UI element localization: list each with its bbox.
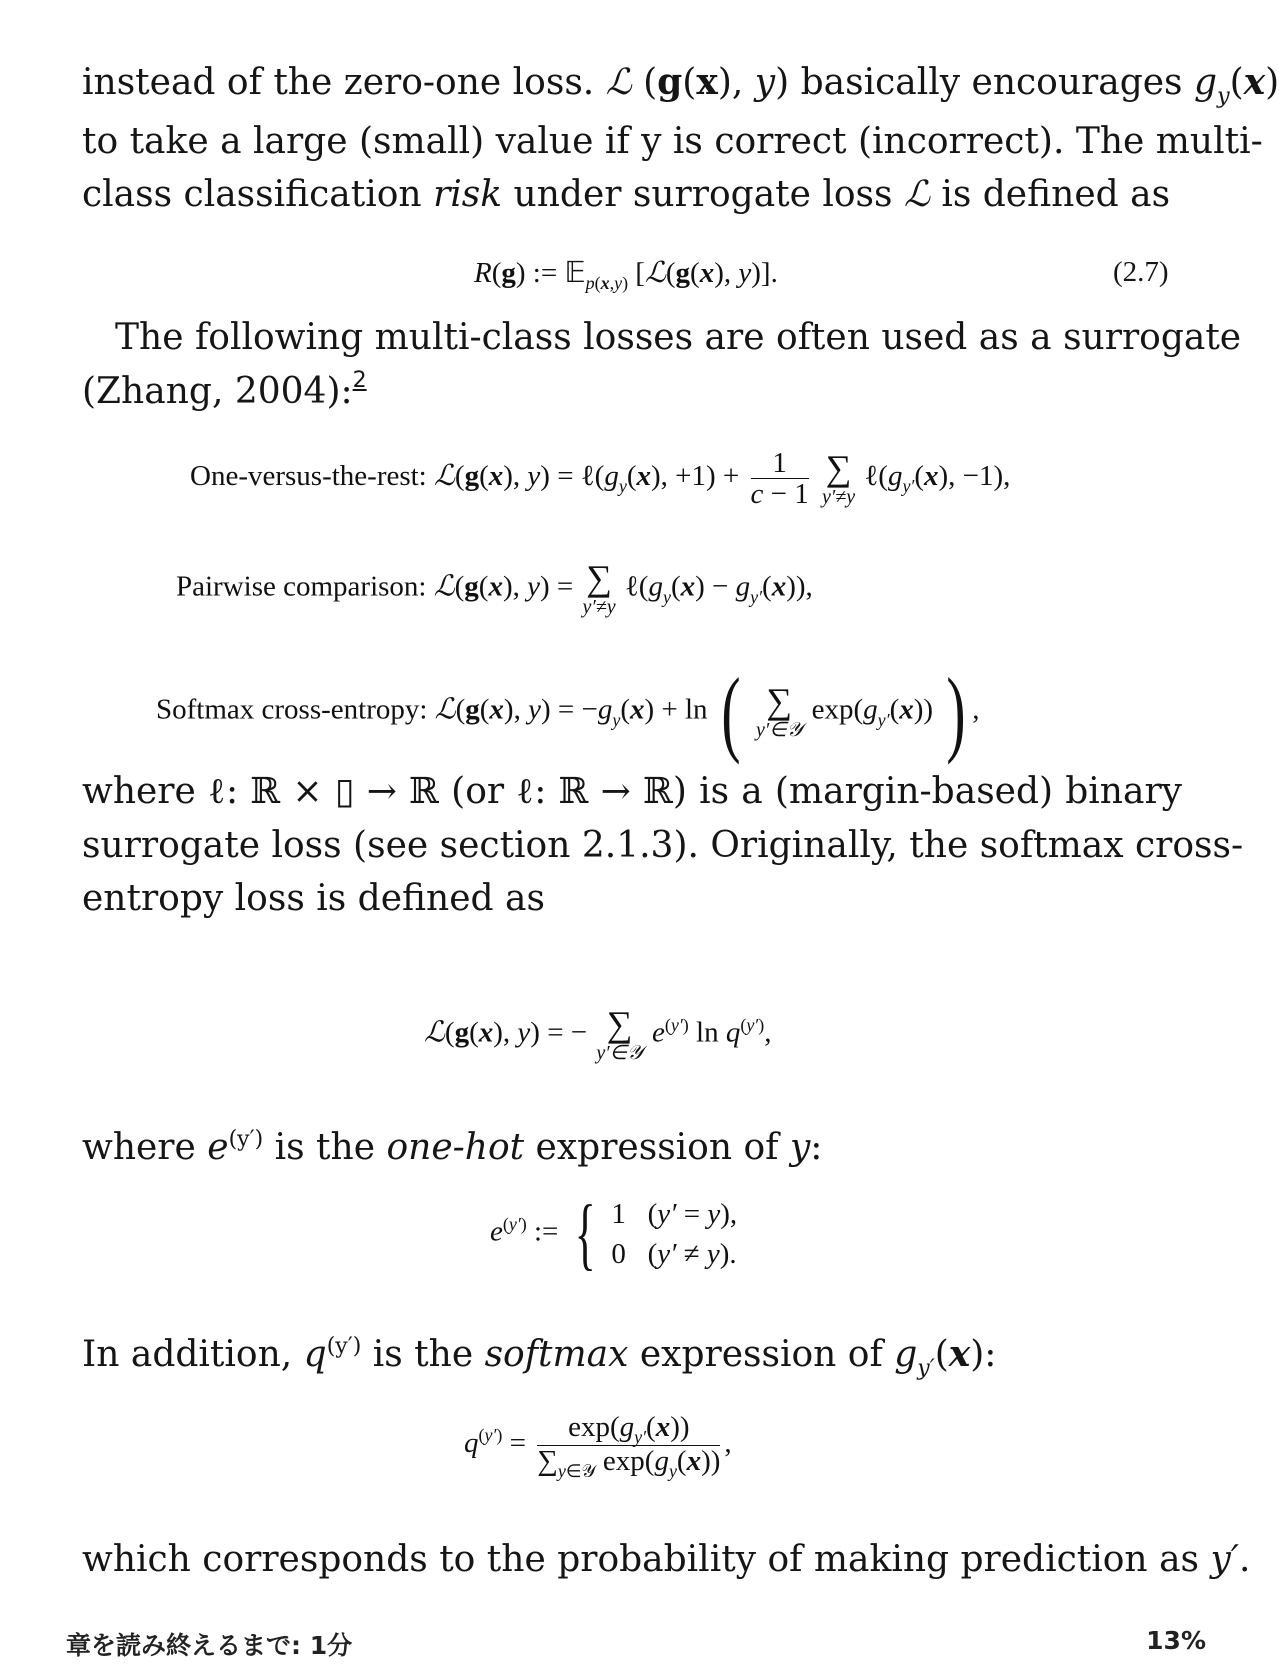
paragraph-line: surrogate loss (see section 2.1.3). Originally, the softmax cross- <box>82 825 1244 866</box>
sum-symbol: ∑ y′∈𝒴 <box>596 1004 643 1064</box>
paragraph-line: class classification risk under surrogate loss ℒ is defined as <box>82 174 1171 215</box>
softmax-equation: $q^{(y')}$ = $\frac{\exp(g_{y'}(x))}{\sum_{y\in 𝒴} \exp(g_y(x))}$ , <box>464 1411 732 1482</box>
pairwise-loss-equation: Pairwise comparison: ℒ(g(x), y) = ∑ y′≠y $\ell(g_y(x) - g_{y'}(x))$, <box>176 558 813 618</box>
risk-equation: R(g) := 𝔼$_{p(x,y)}$ [ℒ(g(x), y)]. <box>474 255 778 294</box>
cases-block: 1 (y′ = y), 0 (y′ ≠ y). <box>611 1198 738 1270</box>
softmax-loss-equation: Softmax cross-entropy: ℒ(g(x), $y) = -g_y(x) + \ln$ ( ∑ y′∈𝒴 $\exp(g_{y'}(x))$ ) , <box>156 658 980 765</box>
cross-entropy-equation: ℒ(g(x), y) = − ∑ y′∈𝒴 $e^{(y')}$ $\ln q^{(y')}$, <box>424 1004 772 1064</box>
paragraph-line: where ℓ: ℝ × ▯ → ℝ (or ℓ: ℝ → ℝ) is a (margin-based) binary <box>82 771 1182 812</box>
ovr-loss-equation: One-versus-the-rest: ℒ(g(x), $y) = \ell(g_y(x)$, +1) + $\frac{1}{c - 1}$ ∑ y′≠y $\ell(g_{y'}(x)$, −1), <box>190 447 1011 510</box>
paragraph-line: instead of the zero-one loss. ℒ (g(x), y) basically encourages $g_y(x)$ <box>82 61 1279 109</box>
fraction: $\frac{1}{c - 1}$ <box>750 447 809 510</box>
paragraph-line: which corresponds to the probability of making prediction as y′. <box>82 1539 1251 1580</box>
paragraph-line: The following multi-class losses are often used as a surrogate <box>115 317 1242 358</box>
paragraph-line: (Zhang, 2004):$^2$ <box>82 368 367 412</box>
sum-symbol: ∑ y′∈𝒴 <box>756 681 803 741</box>
paragraph-line: entropy loss is defined as <box>82 878 545 919</box>
fraction: $\frac{\exp(g_{y'}(x))}{\sum_{y\in 𝒴} \exp(g_y(x))}$ <box>537 1411 721 1482</box>
footnote-link[interactable]: 2 <box>352 368 367 393</box>
paragraph-line: In addition, $q^{(y')}$ is the softmax expression of $g_{y'}(x)$: <box>82 1333 997 1381</box>
sum-symbol: ∑ y′≠y <box>582 558 616 618</box>
progress-percent: 13% <box>1146 1626 1206 1655</box>
reading-time-indicator: 章を読み終えるまで: 1分 <box>66 1631 353 1660</box>
paragraph-line: to take a large (small) value if y is correct (incorrect). The multi- <box>82 121 1263 162</box>
sum-symbol: ∑ y′≠y <box>822 447 856 508</box>
equation-number: (2.7) <box>1113 256 1169 288</box>
paragraph-line: where $e^{(y')}$ is the one-hot expression of y: <box>82 1126 823 1168</box>
one-hot-equation: $e^{(y')}$ := { 1 (y′ = y), 0 (y′ ≠ y). <box>490 1190 738 1278</box>
